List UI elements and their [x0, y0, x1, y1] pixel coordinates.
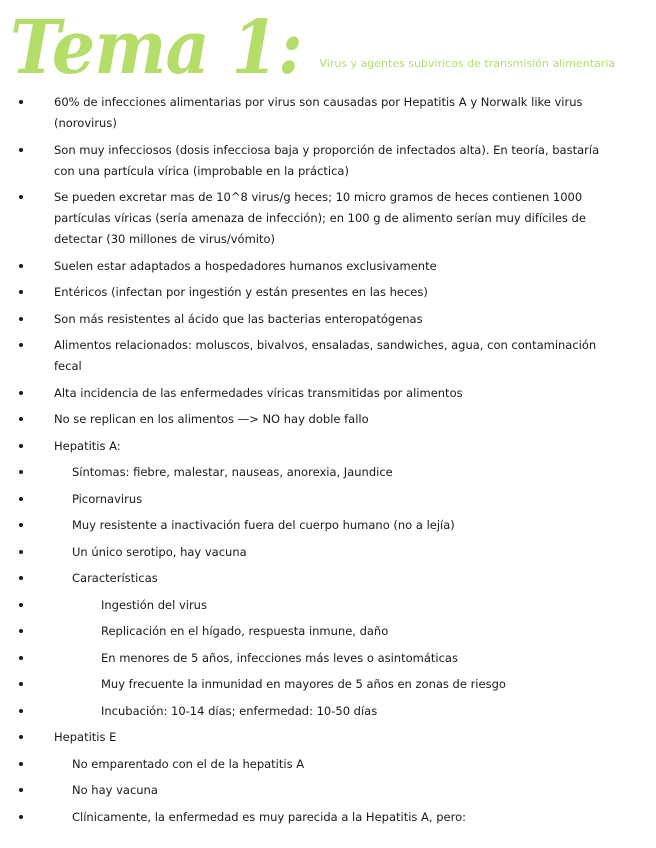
- bullet-item: Se pueden excretar mas de 10^8 virus/g heces; 10 micro gramos de heces contienen 1000 partículas víricas (sería amenaza de infección); en 100 g de alimento serían muy difíciles de detectar (30 millones de virus/vómito): [0, 187, 656, 250]
- page-subtitle: Virus y agentes subviricos de transmisión alimentaria: [319, 57, 616, 70]
- bullet-item: No se replican en los alimentos —> NO hay doble fallo: [0, 409, 656, 430]
- bullet-item: Muy frecuente la inmunidad en mayores de 5 años en zonas de riesgo: [0, 674, 656, 695]
- bullet-item: Suelen estar adaptados a hospedadores humanos exclusivamente: [0, 256, 656, 277]
- bullet-item: No hay vacuna: [0, 780, 656, 801]
- bullet-item: Entéricos (infectan por ingestión y están presentes en las heces): [0, 282, 656, 303]
- bullet-item: En menores de 5 años, infecciones más leves o asintomáticas: [0, 648, 656, 669]
- notes-list: [0, 92, 656, 833]
- bullet-item: Un único serotipo, hay vacuna: [0, 542, 656, 563]
- bullet-item: Hepatitis E: [0, 727, 656, 748]
- page-title: Tema 1:: [10, 5, 303, 91]
- bullet-item: Alta incidencia de las enfermedades víricas transmitidas por alimentos: [0, 383, 656, 404]
- bullet-item: 60% de infecciones alimentarias por virus son causadas por Hepatitis A y Norwalk like virus (norovirus): [0, 92, 656, 134]
- bullet-item: Alimentos relacionados: moluscos, bivalvos, ensaladas, sandwiches, agua, con contaminación fecal: [0, 335, 656, 377]
- bullet-item: Características: [0, 568, 656, 589]
- bullet-item: Replicación en el hígado, respuesta inmune, daño: [0, 621, 656, 642]
- bullet-item: Picornavirus: [0, 489, 656, 510]
- bullet-item: Síntomas: fiebre, malestar, nauseas, anorexia, Jaundice: [0, 462, 656, 483]
- bullet-item: Son más resistentes al ácido que las bacterias enteropatógenas: [0, 309, 656, 330]
- bullet-item: Clínicamente, la enfermedad es muy parecida a la Hepatitis A, pero:: [0, 807, 656, 828]
- bullet-item: Hepatitis A:: [0, 436, 656, 457]
- bullet-item: Incubación: 10-14 días; enfermedad: 10-50 días: [0, 701, 656, 722]
- bullet-item: Ingestión del virus: [0, 595, 656, 616]
- bullet-item: Son muy infecciosos (dosis infecciosa baja y proporción de infectados alta). En teoría, bastaría con una partícula vírica (improbable en la práctica): [0, 140, 656, 182]
- page-header: [10, 4, 615, 92]
- bullet-item: No emparentado con el de la hepatitis A: [0, 754, 656, 775]
- bullet-item: Muy resistente a inactivación fuera del cuerpo humano (no a lejía): [0, 515, 656, 536]
